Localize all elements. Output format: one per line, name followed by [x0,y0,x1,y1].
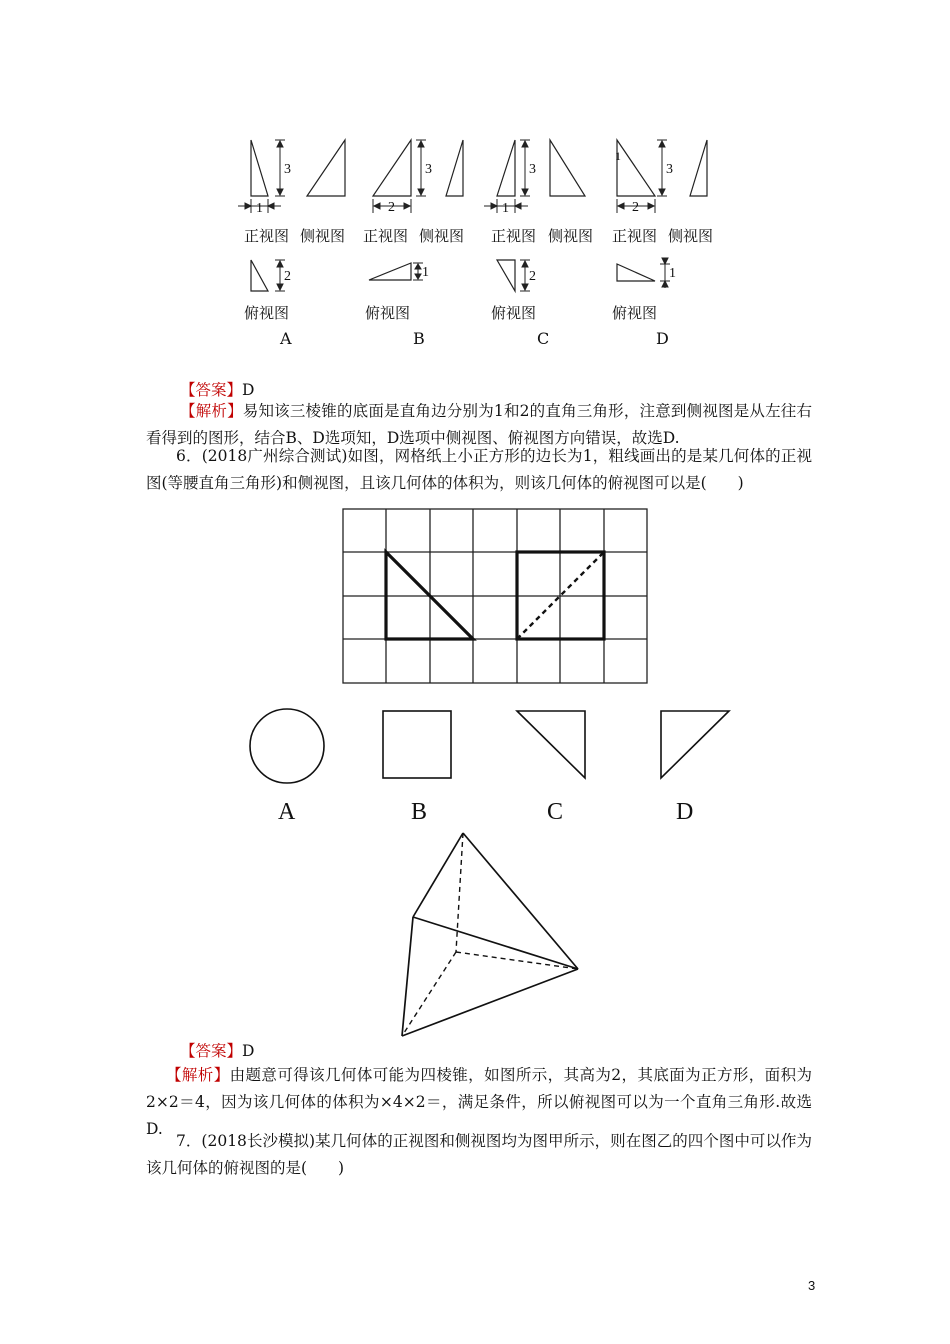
option-a-top-view [251,260,268,291]
option-d-top-dim: 1 [669,266,676,281]
option-a-letter: A [280,329,292,348]
option-c-side-caption: 侧视图 [548,227,594,245]
q6-grid-figure [0,500,950,700]
option-c-front-view [497,140,515,196]
option-a-front-caption: 正视图 [244,227,290,245]
q6-choice-a-letter: A [278,799,296,825]
option-a-top-caption: 俯视图 [244,304,290,322]
q6-choice-b-letter: B [411,799,428,825]
page-number: 3 [808,1278,816,1293]
option-c-top-caption: 俯视图 [491,304,537,322]
option-d-letter: D [656,329,669,348]
option-d-corner-mark: 1 [615,149,621,163]
q6-analysis-label: 【解析】 [166,1066,230,1084]
q5-answer-label: 【答案】 [180,381,243,399]
option-b-letter: B [413,329,425,348]
option-d-height-dim: 3 [666,162,673,177]
q6-answer-line [146,1038,812,1065]
option-b-front-caption: 正视图 [363,227,409,245]
q6-choices-figure [0,700,950,790]
option-d-width-dim: 2 [632,200,639,215]
option-b-top-caption: 俯视图 [365,304,411,322]
q5-analysis-text: 易知该三棱锥的底面是直角边分别为1和2的直角三角形，注意到侧视图是从左往右看得到的图形，结合B、D选项知，D选项中侧视图、俯视图方向错误，故选D. [146,402,812,447]
three-view-options-figure [0,0,950,360]
option-c-top-dim: 2 [529,269,536,284]
q6-choice-c-letter: C [547,799,564,825]
option-b-side-caption: 侧视图 [419,227,465,245]
q7-stem: 7．(2018长沙模拟)某几何体的正视图和侧视图均为图甲所示，则在图乙的四个图中可以作为该几何体的俯视图的是( ) [146,1132,812,1177]
option-b-top-view [369,263,411,280]
option-d-side-caption: 侧视图 [668,227,714,245]
option-b-width-dim: 2 [388,200,395,215]
option-d-front-caption: 正视图 [612,227,658,245]
option-d-top-caption: 俯视图 [612,304,658,322]
option-a-front-view [251,140,268,196]
option-a-side-caption: 侧视图 [300,227,346,245]
option-a-width-dim: 1 [256,201,263,216]
q5-analysis-label: 【解析】 [180,402,243,420]
q6-answer-label: 【答案】 [180,1042,243,1060]
option-b-height-dim: 3 [425,162,432,177]
option-d-side-view [690,140,707,196]
q5-answer-value: D [242,381,255,399]
q6-pyramid-figure [0,828,950,1048]
option-a-height-dim: 3 [284,162,291,177]
q6-answer-value: D [242,1042,255,1060]
q6-stem: 6．(2018广州综合测试)如图，网格纸上小正方形的边长为1，粗线画出的是某几何体的正视图(等腰直角三角形)和侧视图，且该几何体的体积为，则该几何体的俯视图可以是( ) [146,447,812,492]
option-b-side-view [446,140,463,196]
option-c-side-view [550,140,585,196]
q6-choice-b-square [383,711,451,778]
q6-choice-a-circle [250,709,324,783]
option-c-width-dim: 1 [502,201,509,216]
q6-choice-d-letter: D [676,799,694,825]
q6-choice-d-triangle [661,711,729,778]
option-c-letter: C [537,329,550,348]
option-c-height-dim: 3 [529,162,536,177]
option-c-front-caption: 正视图 [491,227,537,245]
option-a-top-dim: 2 [284,269,291,284]
option-c-top-view [497,260,515,291]
option-d-front-view [617,140,655,196]
option-d-top-view [617,264,655,281]
option-b-top-dim: 1 [422,265,429,280]
q6-choice-c-triangle [517,711,585,778]
q6-analysis-text: 由题意可得该几何体可能为四棱锥，如图所示，其高为2，其底面为正方形，面积为2×2＝4，因为该几何体的体积为×4×2＝，满足条件，所以俯视图可以为一个直角三角形.故选D. [146,1066,812,1138]
option-b-front-view [373,140,411,196]
option-a-side-view [307,140,345,196]
